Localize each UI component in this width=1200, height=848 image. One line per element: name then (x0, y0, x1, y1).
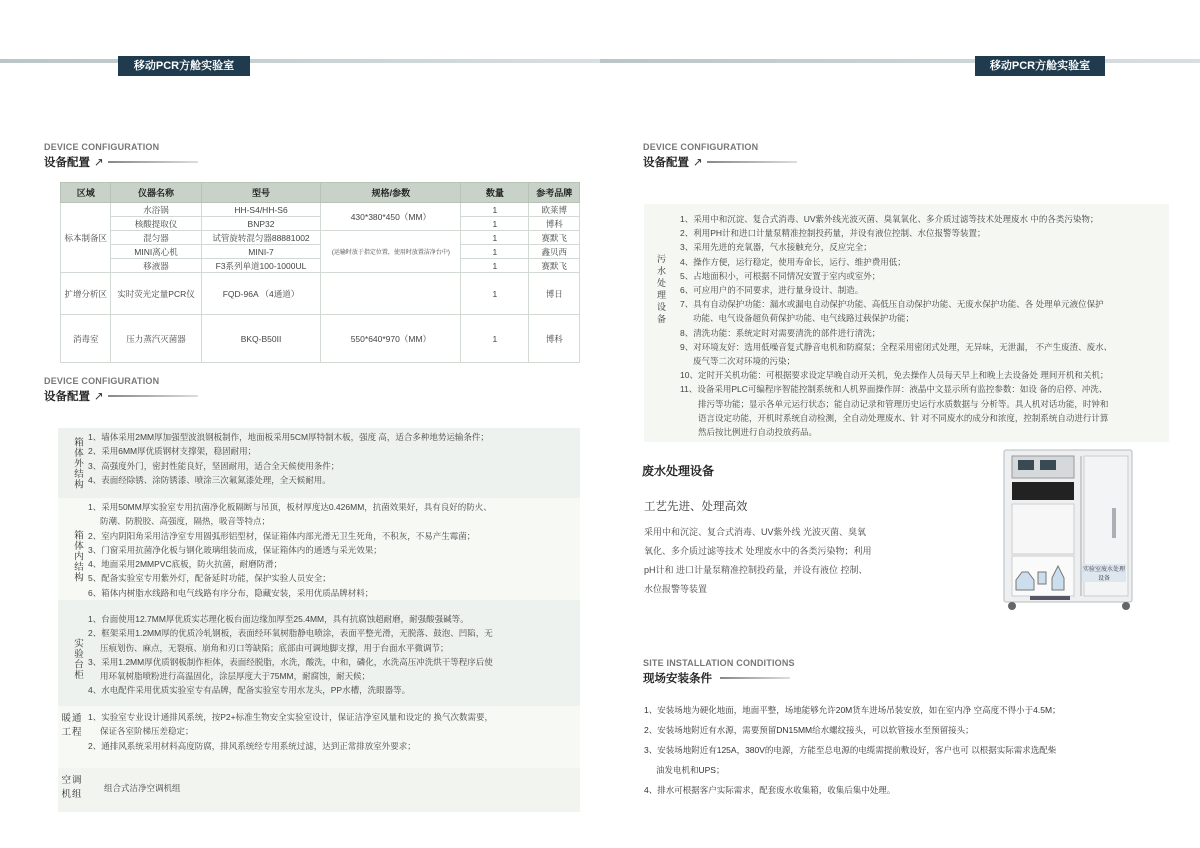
qty-cell: 1 (461, 231, 529, 245)
area-cell: 扩增分析区 (61, 273, 111, 315)
name-cell: 混匀器 (111, 231, 201, 245)
section-title-site: 现场安装条件 (643, 673, 712, 685)
brand-cell: 赛默飞 (529, 259, 580, 273)
arrow-icon: ↗ (693, 157, 703, 169)
spec-block-hvac: 暖通工程 1、实验室专业设计通排风系统，按P2+标准生物安全实验室设计，保证洁净室风量和设定的 换气次数需要， 保证各室阶梯压差稳定； 2、通排风系统采用材料高度防腐，排风系统经专用系统过滤，达到正常排放室外要求； (61, 712, 493, 751)
col-header: 规格/参数 (321, 183, 461, 203)
section-title-2: 设备配置 ↗ (44, 391, 104, 403)
header-rule-left (0, 50, 600, 74)
brand-cell: 鑫贝西 (529, 245, 580, 259)
table-row (61, 273, 580, 315)
qty-cell: 1 (461, 259, 529, 273)
wastewater-subtitle: 工艺先进、处理高效 (644, 501, 748, 513)
table-row (61, 315, 580, 363)
spec-block-ac: 空调机组 组合式洁净空调机组 (61, 775, 181, 800)
section-rule-2 (108, 395, 198, 397)
brand-cell: 欧莱博 (529, 203, 580, 217)
model-cell: BKQ-B50II (201, 315, 321, 363)
model-cell: FQD-96A （4通道） (201, 273, 321, 315)
spec-note-cell: (运输时放于指定位置，使用时放置洁净台中) (321, 231, 461, 273)
spec-block-bench: 实验台柜 1、台面使用12.7MM厚优质实芯理化板台面边缘加厚至25.4MM，具有抗腐蚀超耐磨，耐强酸强碱等。 2、框架采用1.2MM厚的优质冷轧钢板，表面经环氧树脂静电喷涂，表面平整光滑，无脱落、鼓泡、凹陷，无 压痕划伤、麻点，无裂痕、崩角和刃口等缺陷；底部由可调地脚支撑，用于台面水平微调节； 3、采用1.2MM厚优质钢板制作柜体，表面经脱脂，水洗，酸洗，中和，磷化，水洗高压冲洗烘干等程序后使 用环氧树脂喷粉进行高温固化，涂层厚度大于75MM，耐腐蚀，耐天候； 4、水电配件采用优质实验室专有品牌，配备实验室专用水龙头，PP水槽，洗眼器等。 (72, 614, 493, 696)
qty-cell: 1 (461, 217, 529, 231)
section-rule-site (720, 677, 790, 679)
header-title-right: 移动PCR方舱实验室 (975, 56, 1105, 76)
section-rule-1 (108, 161, 198, 163)
qty-cell: 1 (461, 315, 529, 363)
name-cell: 核酸提取仪 (111, 217, 201, 231)
spec-panel (58, 428, 580, 812)
model-cell: 试管旋转混匀器88881002 (201, 231, 321, 245)
section-en-2: DEVICE CONFIGURATION (44, 376, 160, 386)
table-row (61, 259, 580, 273)
wastewater-feature-list: 1、采用中和沉淀、复合式消毒、UV紫外线光波灭菌、臭氧氧化、多介质过滤等技术处理废水 中的各类污染物； 2、利用PH计和进口计量泵精准控制投药量，并设有液位控制、水位报警等装置； 3、采用先进的充氧器，气水接触充分，反应完全； 4、操作方便，运行稳定，使用寿命长，运行、维护费用低； 5、占地面积小，可根据不同情况安置于室内或室外； 6、可应用户的不同要求，进行量身设计、制造。 7、具有自动保护功能：漏水或漏电自动保护功能、高低压自动保护功能、无废水保护功能、各 处理单元液位保护 功能、电气设备超负荷保护功能、电气线路过载保护功能； 8、清洗功能：系统定时对需要清洗的部件进行清洗； 9、对环境友好：选用低噪音复式静音电机和防腐泵；全程采用密闭式处理，无异味，无泄漏， 不产生废渣、废水、 废气等二次对环境的污染； 10、定时开关机功能：可根据要求设定早晚自动开关机，免去操作人员每天早上和晚上去设备处 理间开机和关机； 11、设备采用PLC可编程序智能控制系统和人机界面操作屏：液晶中文显示所有监控参数：如设 备的启停、冲洗、 排污等功能；显示各单元运行状态；能自动记录和管理历史运行水质数据与 分析等。具人机对话功能，时钟和 语言设定功能，开机时系统自动检测，全自动处理废水、针 对不同废水的成分和浓度，控制系统自动进行计算 然后按比例进行自动投放药品。 (680, 214, 1113, 438)
name-cell: 移液器 (111, 259, 201, 273)
spec-block-exterior: 箱体外结构 1、墙体采用2MM厚加强型波浪钢板制作，地面板采用5CM厚特制木板，强度 高，适合多种地势运输条件； 2、采用6MM厚优质钢材支撑架，稳固耐用； 3、高强度外门，密封性能良好，坚固耐用，适合全天候使用条件； 4、表面经除锈、涂防锈漆、喷涂三次氟氮漆处理，全天候耐用。 (72, 432, 489, 490)
spec-block-interior: 箱体内结构 1、采用50MM厚实验室专用抗菌净化板隔断与吊顶，板材厚度达0.426MM，抗菌效果好，具有良好的防火、 防潮、防脱胶、高强度，隔热，吸音等特点； 2、室内阴阳角采用洁净室专用圆弧形铝型材，保证箱体内部光滑无卫生死角，不积灰，不易产生霉菌； 3、门窗采用抗菌净化板与钢化玻璃组装而成，保证箱体内的通透与采光效果； 4、地面采用2MMPVC底板，防火抗菌，耐磨防滑； 5、配备实验室专用紫外灯，配备延时功能，保护实验人员安全； 6、箱体内树脂水线路和电气线路有序分布，隐藏安装，采用优质品牌材料； (72, 502, 492, 598)
wastewater-label: 污水处理设备 (656, 254, 666, 326)
col-header: 型号 (201, 183, 321, 203)
table-row (61, 245, 580, 259)
header-rule-right (600, 50, 1200, 74)
spec-cell (321, 273, 461, 315)
spec-cell: 430*380*450（MM） (321, 203, 461, 231)
model-cell: F3系列单道100-1000UL (201, 259, 321, 273)
section-rule-3 (707, 161, 797, 163)
section-title-1: 设备配置 ↗ (44, 157, 104, 169)
name-cell: MINI离心机 (111, 245, 201, 259)
qty-cell: 1 (461, 273, 529, 315)
arrow-icon: ↗ (94, 391, 104, 403)
machine-label: 实验室废水处理设备 (1082, 564, 1126, 582)
table-row (61, 203, 580, 217)
area-cell: 消毒室 (61, 315, 111, 363)
device-table (60, 182, 580, 363)
area-cell: 标本制备区 (61, 203, 111, 273)
section-en-site: SITE INSTALLATION CONDITIONS (643, 658, 795, 668)
table-row (61, 231, 580, 245)
wastewater-machine-image (1000, 448, 1138, 612)
col-header: 参考品牌 (529, 183, 580, 203)
header-title-left: 移动PCR方舱实验室 (118, 56, 250, 76)
model-cell: MINI-7 (201, 245, 321, 259)
qty-cell: 1 (461, 203, 529, 217)
model-cell: HH-S4/HH-S6 (201, 203, 321, 217)
qty-cell: 1 (461, 245, 529, 259)
arrow-icon: ↗ (94, 157, 104, 169)
name-cell: 压力蒸汽灭菌器 (111, 315, 201, 363)
col-header: 数量 (461, 183, 529, 203)
section-en-3: DEVICE CONFIGURATION (643, 142, 759, 152)
brand-cell: 博科 (529, 315, 580, 363)
model-cell: BNP32 (201, 217, 321, 231)
site-conditions-list: 1、安装场地为硬化地面，地面平整，场地能够允许20M货车进场吊装安放，如在室内净 空高度不得小于4.5M； 2、安装场地附近有水源，需要预留DN15MM给水螺纹接头，可以软管接水至预留接头； 3、安装场地附近有125A，380V的电源，方能至总电源的电缆需提前敷设好，客户也可 以根据实际需求选配柴 油发电机和UPS； 4、排水可根据客户实际需求，配套废水收集箱，收集后集中处理。 (644, 705, 1061, 795)
name-cell: 水浴锅 (111, 203, 201, 217)
name-cell: 实时荧光定量PCR仪 (111, 273, 201, 315)
col-header: 仪器名称 (111, 183, 201, 203)
brand-cell: 博科 (529, 217, 580, 231)
col-header: 区域 (61, 183, 111, 203)
section-title-3: 设备配置 ↗ (643, 157, 703, 169)
section-en-1: DEVICE CONFIGURATION (44, 142, 160, 152)
wastewater-title: 废水处理设备 (642, 464, 715, 478)
brand-cell: 赛默飞 (529, 231, 580, 245)
brand-cell: 博日 (529, 273, 580, 315)
table-row (61, 217, 580, 231)
spec-cell: 550*640*970（MM） (321, 315, 461, 363)
wastewater-description: 采用中和沉淀、复合式消毒、UV紫外线 光波灭菌、臭氧 氧化、多介质过滤等技术 处理废水中的各类污染物；利用 pH计和 进口计量泵精准控制投药量，并设有液位 控制、 水位报警等装置 (644, 527, 872, 594)
